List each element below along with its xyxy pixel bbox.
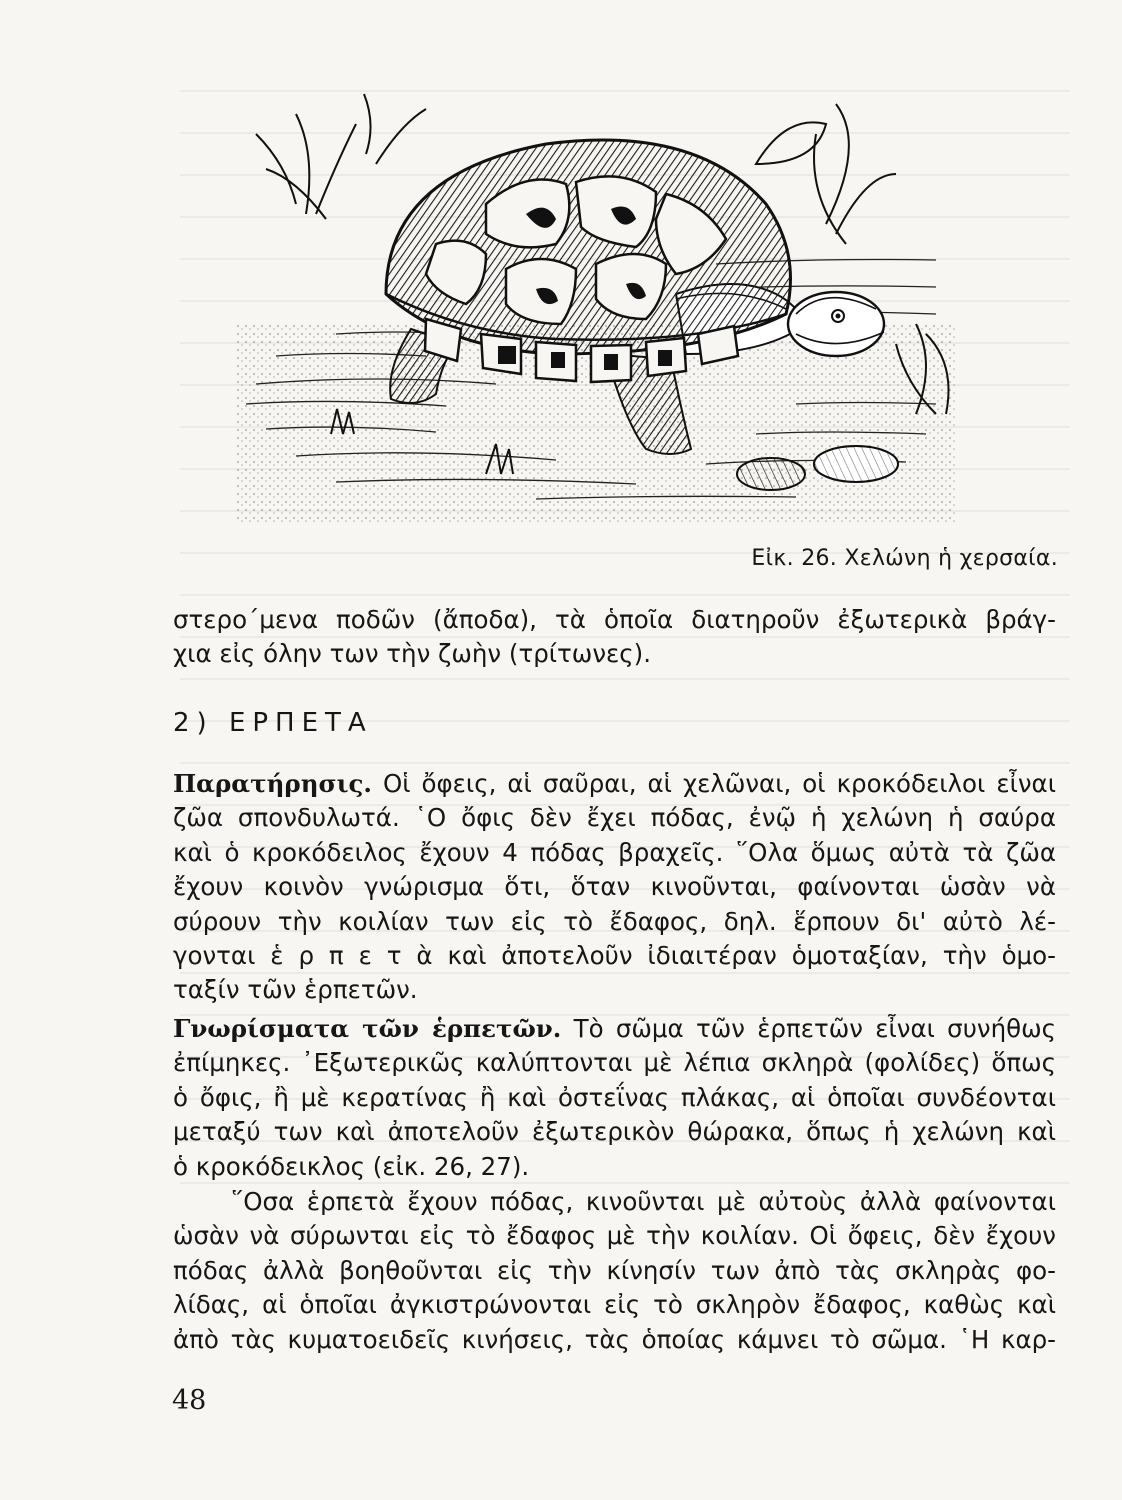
- text-line: ὁ ὄφις, ἢ μὲ κερατίνας ἢ καὶ ὀστεΐνας πλάκας, αἱ ὁποῖαι συνδέονται: [173, 1082, 1056, 1112]
- text-line: στερο΄μενα ποδῶν (ἄποδα), τὰ ὁποῖα διατηροῦν ἐξωτερικὰ βράγ-: [173, 605, 1056, 634]
- observation-paragraph: [173, 767, 1056, 1008]
- text-line: λίδας, αἱ ὁποῖαι ἀγκιστρώνονται εἰς τὸ σκληρὸν ἔδαφος, καθὼς καὶ: [173, 1290, 1056, 1320]
- text-line: μεταξύ των καὶ ἀποτελοῦν ἐξωτερικὸν θώρακα, ὅπως ἡ χελώνη καὶ: [173, 1117, 1056, 1147]
- intro-paragraph: [173, 603, 1056, 672]
- spaced-term: ἑ ρ π ε τ ὰ: [270, 940, 433, 970]
- text-line: ῞Οσα ἑρπετὰ ἔχουν πόδας, κινοῦνται μὲ αὐτοὺς ἀλλὰ φαίνονται: [231, 1187, 1056, 1216]
- text-line: ἐπίμηκες. ᾿Εξωτερικῶς καλύπτονται μὲ λέπια σκληρὰ (φολίδες) ὅπως: [173, 1048, 1056, 1078]
- tortoise-illustration: [236, 84, 956, 524]
- text-line: Γνωρίσματα τῶν ἑρπετῶν. Τὸ σῶμα τῶν ἑρπετῶν εἶναι συνήθως: [173, 1014, 1056, 1043]
- text-line: γονται ἑ ρ π ε τ ὰ καὶ ἀποτελοῦν ἰδιαιτέραν ὁμοταξίαν, τὴν ὁμο-: [173, 940, 1056, 970]
- features-label: Γνωρίσματα τῶν ἑρπετῶν.: [173, 1014, 562, 1043]
- section-heading: 2) ΕΡΠΕΤΑ: [173, 708, 373, 738]
- text-line: ὡσὰν νὰ σύρωνται εἰς τὸ ἔδαφος μὲ τὴν κοιλίαν. Οἱ ὄφεις, δὲν ἔχουν: [173, 1221, 1056, 1251]
- text-line: ταξίν τῶν ἑρπετῶν.: [173, 975, 418, 1005]
- text-line: πόδας ἀλλὰ βοηθοῦνται εἰς τὴν κίνησίν των ἀπὸ τὰς σκληρὰς φο-: [173, 1255, 1056, 1285]
- text-line: χια εἰς όλην των τὴν ζωὴν (τρίτωνες).: [173, 639, 651, 669]
- text-line: σύρουν τὴν κοιλίαν των εἰς τὸ ἔδαφος, δηλ. ἕρπουν δι' αὐτὸ λέ-: [173, 906, 1056, 936]
- figure-caption: Εἰκ. 26. Χελώνη ἡ χερσαία.: [751, 546, 1058, 571]
- text-line: Παρατήρησις. Οἱ ὄφεις, αἱ σαῦραι, αἱ χελῶναι, οἱ κροκόδειλοι εἶναι: [173, 769, 1056, 798]
- text-line: ἀπὸ τὰς κυματοειδεῖς κινήσεις, τὰς ὁποίας κάμνει τὸ σῶμα. ῾Η καρ-: [173, 1324, 1056, 1354]
- text-line: ζῶα σπονδυλωτά. ῾Ο ὄφις δὲν ἔχει πόδας, ἐνῷ ἡ χελώνη ἡ σαύρα: [173, 803, 1056, 833]
- text-line: ὁ κροκόδεικλος (εἰκ. 26, 27).: [173, 1151, 530, 1181]
- observation-label: Παρατήρησις.: [173, 769, 372, 798]
- page-number: 48: [172, 1385, 207, 1416]
- text-line: ἔχουν κοινὸν γνώρισμα ὅτι, ὅταν κινοῦνται, φαίνονται ὡσὰν νὰ: [173, 872, 1056, 902]
- movement-paragraph: [173, 1185, 1056, 1357]
- text-line: καὶ ὁ κροκόδειλος ἔχουν 4 πόδας βραχεῖς. ῞Ολα ὅμως αὐτὰ τὰ ζῶα: [173, 837, 1056, 867]
- features-paragraph: [173, 1012, 1056, 1184]
